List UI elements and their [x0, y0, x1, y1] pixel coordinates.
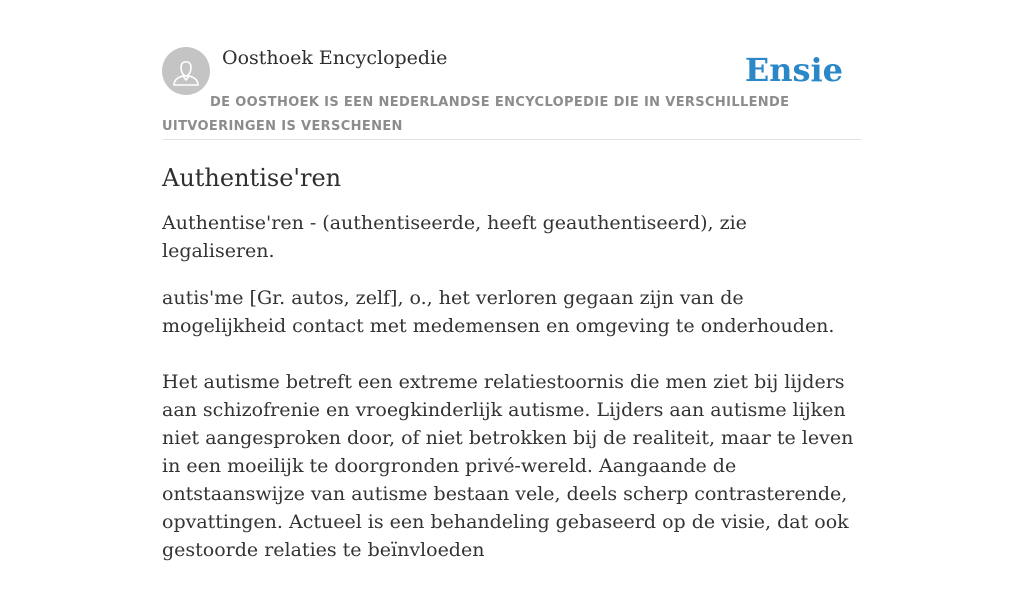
page-title: Authentise'ren: [162, 164, 342, 192]
site-name-link[interactable]: Oosthoek Encyclopedie: [222, 47, 448, 69]
definition-text: Authentise'ren - (authentiseerde, heeft geauthentiseerd), zie legaliseren.: [162, 212, 747, 262]
article-body: [162, 284, 864, 564]
user-icon[interactable]: [162, 47, 210, 95]
article-paragraph: Het autisme betreft een extreme relatiestoornis die men ziet bij lijders aan schizofrenie en vroegkinderlijk autisme. Lijders aan autisme lijken niet aangesproken door, of niet betrokken bij de realiteit, maar te leven in een moeilijk te doorgronden privé-wereld. Aangaande de ontstaanswijze van autisme bestaan vele, deels scherp contrasterende, opvattingen. Actueel is een behandeling gebaseerd op de visie, dat ook gestoorde relaties te beïnvloeden: [162, 371, 854, 561]
article-paragraph: autis'me [Gr. autos, zelf], o., het verloren gegaan zijn van de mogelijkheid contact met medemensen en omgeving te onderhouden.: [162, 287, 835, 337]
ensie-logo-link[interactable]: Ensie: [744, 51, 843, 89]
site-header: [162, 46, 862, 140]
site-tagline: DE OOSTHOEK IS EEN NEDERLANDSE ENCYCLOPEDIE DIE IN VERSCHILLENDE UITVOERINGEN IS VERSCHENEN: [162, 95, 790, 134]
article: [162, 158, 864, 592]
